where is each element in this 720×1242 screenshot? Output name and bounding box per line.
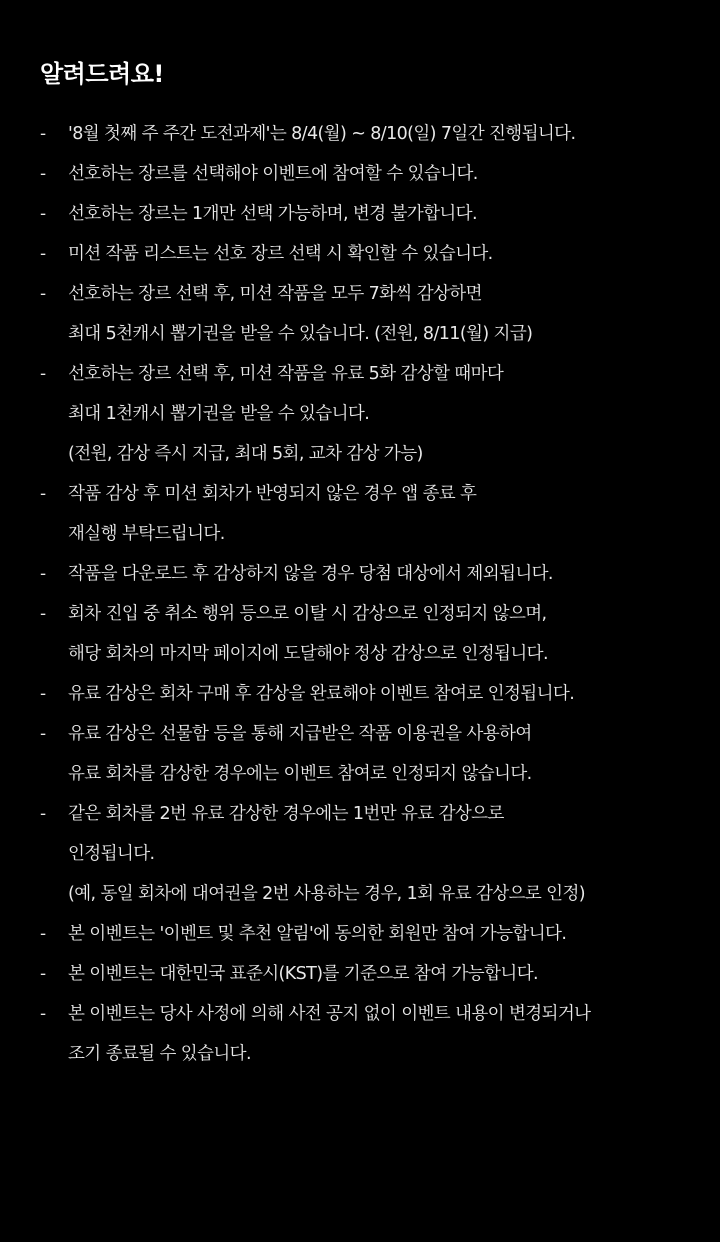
notice-item — [40, 354, 680, 474]
notice-item-text — [68, 274, 680, 354]
notice-item-text — [68, 794, 680, 914]
bullet-dash: - — [40, 204, 47, 224]
notice-item — [40, 954, 680, 994]
notice-line: 본 이벤트는 대한민국 표준시(KST)를 기준으로 참여 가능합니다. — [68, 964, 538, 984]
bullet-dash: - — [40, 364, 47, 384]
notice-line: 유료 감상은 선물함 등을 통해 지급받은 작품 이용권을 사용하여 — [68, 724, 532, 744]
notice-line: 작품 감상 후 미션 회차가 반영되지 않은 경우 앱 종료 후 — [68, 484, 477, 504]
notice-line: 본 이벤트는 '이벤트 및 추천 알림'에 동의한 회원만 참여 가능합니다. — [68, 924, 567, 944]
notice-item-text — [68, 354, 680, 474]
bullet-dash: - — [40, 564, 47, 584]
bullet-dash: - — [40, 604, 47, 624]
notice-item-text — [68, 114, 680, 154]
bullet-dash: - — [40, 724, 47, 744]
notice-line: 유료 회차를 감상한 경우에는 이벤트 참여로 인정되지 않습니다. — [68, 764, 532, 784]
notice-title: 알려드려요! — [40, 60, 164, 88]
notice-line: 같은 회차를 2번 유료 감상한 경우에는 1번만 유료 감상으로 — [68, 804, 504, 824]
notice-item-text — [68, 714, 680, 794]
notice-line: 재실행 부탁드립니다. — [68, 524, 225, 544]
bullet-dash: - — [40, 1004, 47, 1024]
notice-line: 회차 진입 중 취소 행위 등으로 이탈 시 감상으로 인정되지 않으며, — [68, 604, 547, 624]
notice-line: 선호하는 장르를 선택해야 이벤트에 참여할 수 있습니다. — [68, 164, 478, 184]
notice-item — [40, 914, 680, 954]
notice-item-text — [68, 954, 680, 994]
notice-item — [40, 114, 680, 154]
notice-item-text — [68, 994, 680, 1074]
notice-item — [40, 234, 680, 274]
notice-list — [40, 114, 680, 1074]
notice-item-text — [68, 474, 680, 554]
bullet-dash: - — [40, 964, 47, 984]
notice-line: 미션 작품 리스트는 선호 장르 선택 시 확인할 수 있습니다. — [68, 244, 493, 264]
notice-line: (예, 동일 회차에 대여권을 2번 사용하는 경우, 1회 유료 감상으로 인정) — [68, 884, 586, 904]
notice-item-text — [68, 234, 680, 274]
notice-line: 조기 종료될 수 있습니다. — [68, 1044, 251, 1064]
notice-item — [40, 714, 680, 794]
bullet-dash: - — [40, 684, 47, 704]
notice-item-text — [68, 554, 680, 594]
notice-line: 유료 감상은 회차 구매 후 감상을 완료해야 이벤트 참여로 인정됩니다. — [68, 684, 575, 704]
notice-item — [40, 474, 680, 554]
bullet-dash: - — [40, 164, 47, 184]
notice-item-text — [68, 594, 680, 674]
notice-line: '8월 첫째 주 주간 도전과제'는 8/4(월) ~ 8/10(일) 7일간 진행됩니다. — [68, 124, 576, 144]
notice-line: 최대 5천캐시 뽑기권을 받을 수 있습니다. (전원, 8/11(월) 지급) — [68, 324, 533, 344]
notice-item-text — [68, 914, 680, 954]
notice-item — [40, 274, 680, 354]
notice-item-text — [68, 154, 680, 194]
notice-item — [40, 674, 680, 714]
notice-item — [40, 794, 680, 914]
notice-item-text — [68, 674, 680, 714]
notice-item — [40, 194, 680, 234]
bullet-dash: - — [40, 284, 47, 304]
bullet-dash: - — [40, 124, 47, 144]
notice-item — [40, 994, 680, 1074]
notice-line: (전원, 감상 즉시 지급, 최대 5회, 교차 감상 가능) — [68, 444, 423, 464]
notice-line: 본 이벤트는 당사 사정에 의해 사전 공지 없이 이벤트 내용이 변경되거나 — [68, 1004, 591, 1024]
bullet-dash: - — [40, 804, 47, 824]
notice-line: 선호하는 장르 선택 후, 미션 작품을 모두 7화씩 감상하면 — [68, 284, 482, 304]
notice-line: 선호하는 장르는 1개만 선택 가능하며, 변경 불가합니다. — [68, 204, 477, 224]
bullet-dash: - — [40, 924, 47, 944]
notice-line: 인정됩니다. — [68, 844, 155, 864]
notice-line: 작품을 다운로드 후 감상하지 않을 경우 당첨 대상에서 제외됩니다. — [68, 564, 553, 584]
bullet-dash: - — [40, 484, 47, 504]
notice-line: 선호하는 장르 선택 후, 미션 작품을 유료 5화 감상할 때마다 — [68, 364, 504, 384]
bullet-dash: - — [40, 244, 47, 264]
notice-item — [40, 154, 680, 194]
notice-item — [40, 594, 680, 674]
notice-line: 해당 회차의 마지막 페이지에 도달해야 정상 감상으로 인정됩니다. — [68, 644, 548, 664]
notice-item-text — [68, 194, 680, 234]
notice-line: 최대 1천캐시 뽑기권을 받을 수 있습니다. — [68, 404, 370, 424]
notice-item — [40, 554, 680, 594]
